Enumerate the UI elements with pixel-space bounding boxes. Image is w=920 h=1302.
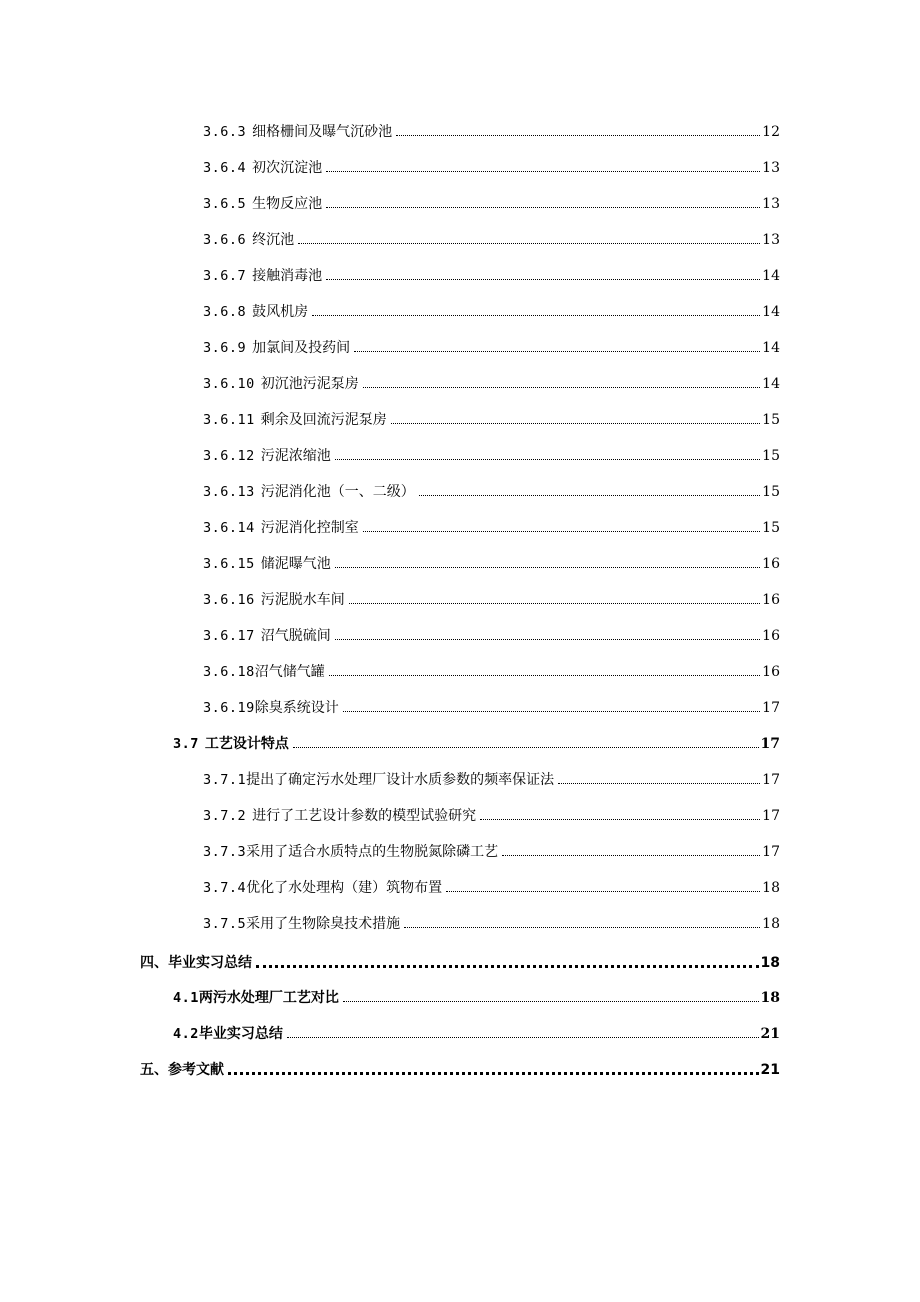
toc-entry-number: 4.1: [173, 990, 199, 1006]
toc-entry-number: 3.6.19: [203, 700, 255, 716]
toc-entry-page: 21: [760, 1062, 780, 1078]
toc-entry-3-7-2[interactable]: [203, 803, 780, 825]
toc-entry-number: 3.6.7: [203, 268, 247, 284]
toc-entry-page: 17: [762, 772, 780, 788]
toc-entry-page: 18: [762, 916, 780, 932]
toc-entry-3-7-4[interactable]: [203, 875, 780, 897]
toc-entry-3-6-18[interactable]: [203, 659, 780, 681]
toc-entry-page: 18: [762, 880, 780, 896]
toc-entry-chapter-5[interactable]: [140, 1057, 780, 1079]
dot-leader: [326, 279, 760, 280]
toc-entry-number: 3.6.10: [203, 376, 255, 392]
toc-entry-page: 16: [762, 556, 780, 572]
toc-entry-3-7-5[interactable]: [203, 911, 780, 933]
toc-entry-number: 3.6.6: [203, 232, 247, 248]
toc-entry-3-6-16[interactable]: [203, 587, 780, 609]
dot-leader: [354, 351, 760, 352]
dot-leader: [349, 603, 760, 604]
dot-leader: [502, 855, 760, 856]
toc-entry-title: 剩余及回流污泥泵房: [260, 412, 387, 428]
toc-entry-title: 两污水处理厂工艺对比: [198, 990, 339, 1006]
toc-entry-page: 13: [762, 160, 780, 176]
toc-entry-page: 17: [760, 736, 780, 752]
toc-entry-page: 15: [762, 520, 780, 536]
toc-entry-number: 3.6.13: [203, 484, 255, 500]
toc-entry-title: 初沉池污泥泵房: [260, 376, 359, 392]
toc-entry-title: 储泥曝气池: [260, 556, 331, 572]
toc-entry-title: 沼气脱硫间: [260, 628, 331, 644]
toc-entry-4-2[interactable]: [173, 1021, 780, 1043]
toc-entry-title: 进行了工艺设计参数的模型试验研究: [252, 808, 477, 824]
dot-leader: [329, 675, 760, 676]
toc-entry-page: 14: [762, 268, 780, 284]
dot-leader: [335, 459, 760, 460]
toc-entry-page: 14: [762, 376, 780, 392]
toc-entry-page: 21: [760, 1026, 780, 1042]
dot-leader: [312, 315, 760, 316]
toc-entry-page: 14: [762, 340, 780, 356]
toc-entry-number: 3.6.15: [203, 556, 255, 572]
toc-entry-title: 加氯间及投药间: [252, 340, 351, 356]
toc-entry-page: 17: [762, 808, 780, 824]
toc-entry-title: 初次沉淀池: [252, 160, 323, 176]
toc-entry-title: 污泥消化池（一、二级）: [260, 484, 415, 500]
dot-leader: [335, 639, 760, 640]
toc-entry-3-6-12[interactable]: [203, 443, 780, 465]
dot-leader: [287, 1037, 759, 1038]
toc-entry-3-6-7[interactable]: [203, 263, 780, 285]
toc-entry-page: 16: [762, 664, 780, 680]
toc-entry-title: 接触消毒池: [252, 268, 323, 284]
toc-entry-number: 3.6.3: [203, 124, 247, 140]
toc-entry-number: 3.6.16: [203, 592, 255, 608]
toc-entry-page: 18: [760, 955, 780, 971]
toc-entry-page: 15: [762, 484, 780, 500]
toc-entry-page: 17: [762, 844, 780, 860]
toc-entry-title: 沼气储气罐: [254, 664, 325, 680]
toc-entry-title: 污泥消化控制室: [260, 520, 359, 536]
toc-entry-4-1[interactable]: [173, 985, 780, 1007]
toc-entry-3-6-11[interactable]: [203, 407, 780, 429]
dot-leader: [363, 387, 760, 388]
toc-entry-number: 3.7.4: [203, 880, 247, 896]
dot-leader: [256, 965, 759, 968]
toc-entry-3-7-3[interactable]: [203, 839, 780, 861]
toc-entry-number: 3.6.5: [203, 196, 247, 212]
toc-entry-3-6-3[interactable]: [203, 119, 780, 141]
toc-entry-3-7-1[interactable]: [203, 767, 780, 789]
dot-leader: [558, 783, 760, 784]
toc-entry-title: 污泥浓缩池: [260, 448, 331, 464]
toc-entry-page: 18: [760, 990, 780, 1006]
toc-entry-title: 终沉池: [252, 232, 295, 248]
dot-leader: [363, 531, 760, 532]
dot-leader: [404, 927, 760, 928]
toc-entry-title: 生物反应池: [252, 196, 323, 212]
toc-entry-page: 16: [762, 592, 780, 608]
toc-entry-number: 3.7: [173, 736, 199, 752]
dot-leader: [335, 567, 760, 568]
dot-leader: [293, 747, 759, 748]
toc-entry-title: 采用了适合水质特点的生物脱氮除磷工艺: [246, 844, 499, 860]
dot-leader: [298, 243, 760, 244]
toc-entry-title: 优化了水处理构（建）筑物布置: [246, 880, 443, 896]
toc-entry-number: 3.7.1: [203, 772, 247, 788]
toc-entry-title: 提出了确定污水处理厂设计水质参数的频率保证法: [246, 772, 555, 788]
dot-leader: [343, 1001, 759, 1002]
toc-entry-3-6-5[interactable]: [203, 191, 780, 213]
dot-leader: [228, 1072, 759, 1075]
toc-entry-title: 鼓风机房: [252, 304, 309, 320]
toc-entry-3-6-6[interactable]: [203, 227, 780, 249]
toc-entry-3-6-17[interactable]: [203, 623, 780, 645]
dot-leader: [480, 819, 760, 820]
toc-entry-chapter-4[interactable]: [140, 950, 780, 972]
toc-entry-3-6-13[interactable]: [203, 479, 780, 501]
dot-leader: [419, 495, 760, 496]
toc-entry-page: 13: [762, 196, 780, 212]
toc-entry-number: 3.6.11: [203, 412, 255, 428]
toc-entry-number: 3.7.5: [203, 916, 247, 932]
dot-leader: [343, 711, 760, 712]
toc-entry-title: 除臭系统设计: [254, 700, 339, 716]
toc-entry-3-6-19[interactable]: [203, 695, 780, 717]
toc-entry-number: 3.6.8: [203, 304, 247, 320]
dot-leader: [326, 207, 760, 208]
toc-entry-3-6-8[interactable]: [203, 299, 780, 321]
toc-entry-title: 工艺设计特点: [204, 736, 289, 752]
toc-entry-number: 3.7.2: [203, 808, 247, 824]
toc-entry-number: 4.2: [173, 1026, 199, 1042]
toc-entry-page: 16: [762, 628, 780, 644]
toc-entry-number: 3.6.18: [203, 664, 255, 680]
toc-entry-page: 15: [762, 412, 780, 428]
toc-entry-title: 五、参考文献: [140, 1062, 224, 1078]
toc-entry-3-6-9[interactable]: [203, 335, 780, 357]
toc-entry-3-6-15[interactable]: [203, 551, 780, 573]
toc-entry-page: 13: [762, 232, 780, 248]
toc-entry-title: 污泥脱水车间: [260, 592, 345, 608]
toc-entry-number: 3.6.9: [203, 340, 247, 356]
dot-leader: [391, 423, 760, 424]
toc-entry-number: 3.6.17: [203, 628, 255, 644]
toc-entry-number: 3.6.14: [203, 520, 255, 536]
dot-leader: [396, 135, 760, 136]
toc-entry-number: 3.7.3: [203, 844, 247, 860]
toc-entry-page: 17: [762, 700, 780, 716]
toc-entry-3-6-10[interactable]: [203, 371, 780, 393]
dot-leader: [326, 171, 760, 172]
toc-entry-3-6-4[interactable]: [203, 155, 780, 177]
toc-entry-title: 细格栅间及曝气沉砂池: [252, 124, 393, 140]
toc-entry-3-7[interactable]: [173, 731, 780, 753]
toc-entry-title: 采用了生物除臭技术措施: [246, 916, 401, 932]
toc-entry-page: 14: [762, 304, 780, 320]
dot-leader: [446, 891, 760, 892]
toc-entry-title: 毕业实习总结: [198, 1026, 283, 1042]
toc-entry-3-6-14[interactable]: [203, 515, 780, 537]
toc-entry-page: 12: [762, 124, 780, 140]
toc-entry-page: 15: [762, 448, 780, 464]
toc-entry-number: 3.6.12: [203, 448, 255, 464]
toc-entry-number: 3.6.4: [203, 160, 247, 176]
toc-entry-title: 四、毕业实习总结: [140, 955, 252, 971]
